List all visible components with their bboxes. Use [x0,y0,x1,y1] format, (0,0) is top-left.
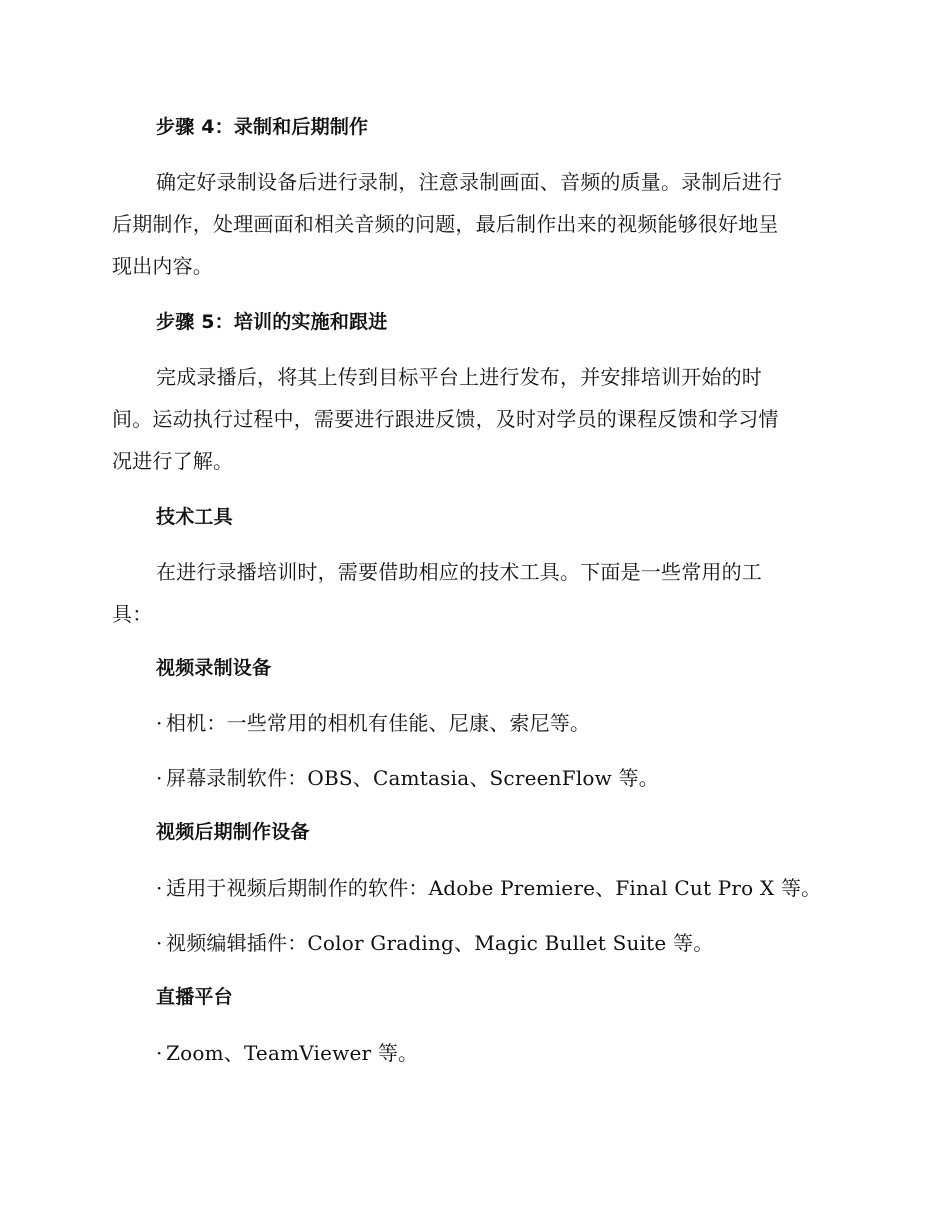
post-production-item-1 [156,874,838,902]
step5-paragraph-line-2: 间。运动执行过程中，需要进行跟进反馈，及时对学员的课程反馈和学习情 [112,407,779,431]
video-recording-heading: 视频录制设备 [156,657,272,679]
live-platform-item-1-text: Zoom、TeamViewer 等。 [166,1041,419,1065]
bullet-icon: · [156,766,163,790]
post-production-item-2 [156,929,838,957]
bullet-icon: · [156,931,163,955]
live-platform-heading: 直播平台 [156,986,233,1008]
tools-paragraph-line-1: 在进行录播培训时，需要借助相应的技术工具。下面是一些常用的工 [156,560,762,584]
video-recording-item-1 [156,709,838,737]
video-recording-item-2 [156,764,838,792]
step4-heading: 步骤 4：录制和后期制作 [156,116,369,138]
live-platform-item-1 [156,1039,838,1067]
post-production-item-1-text: 适用于视频后期制作的软件：Adobe Premiere、Final Cut Pro X 等。 [166,876,822,900]
video-recording-item-1-text: 相机：一些常用的相机有佳能、尼康、索尼等。 [166,711,591,735]
tools-heading: 技术工具 [156,506,233,528]
step5-paragraph-line-1: 完成录播后，将其上传到目标平台上进行发布，并安排培训开始的时 [156,365,762,389]
bullet-icon: · [156,876,163,900]
video-recording-item-2-text: 屏幕录制软件：OBS、Camtasia、ScreenFlow 等。 [166,766,659,790]
bullet-icon: · [156,711,163,735]
tools-paragraph-line-2: 具： [112,602,153,626]
step4-paragraph-line-2: 后期制作，处理画面和相关音频的问题，最后制作出来的视频能够很好地呈 [112,212,779,236]
post-production-item-2-text: 视频编辑插件：Color Grading、Magic Bullet Suite 等。 [166,931,714,955]
step4-paragraph-line-3: 现出内容。 [112,254,213,278]
step4-paragraph-line-1: 确定好录制设备后进行录制，注意录制画面、音频的质量。录制后进行 [156,170,783,194]
step5-paragraph-line-3: 况进行了解。 [112,449,234,473]
step5-heading: 步骤 5：培训的实施和跟进 [156,311,388,333]
bullet-icon: · [156,1041,163,1065]
post-production-heading: 视频后期制作设备 [156,821,310,843]
